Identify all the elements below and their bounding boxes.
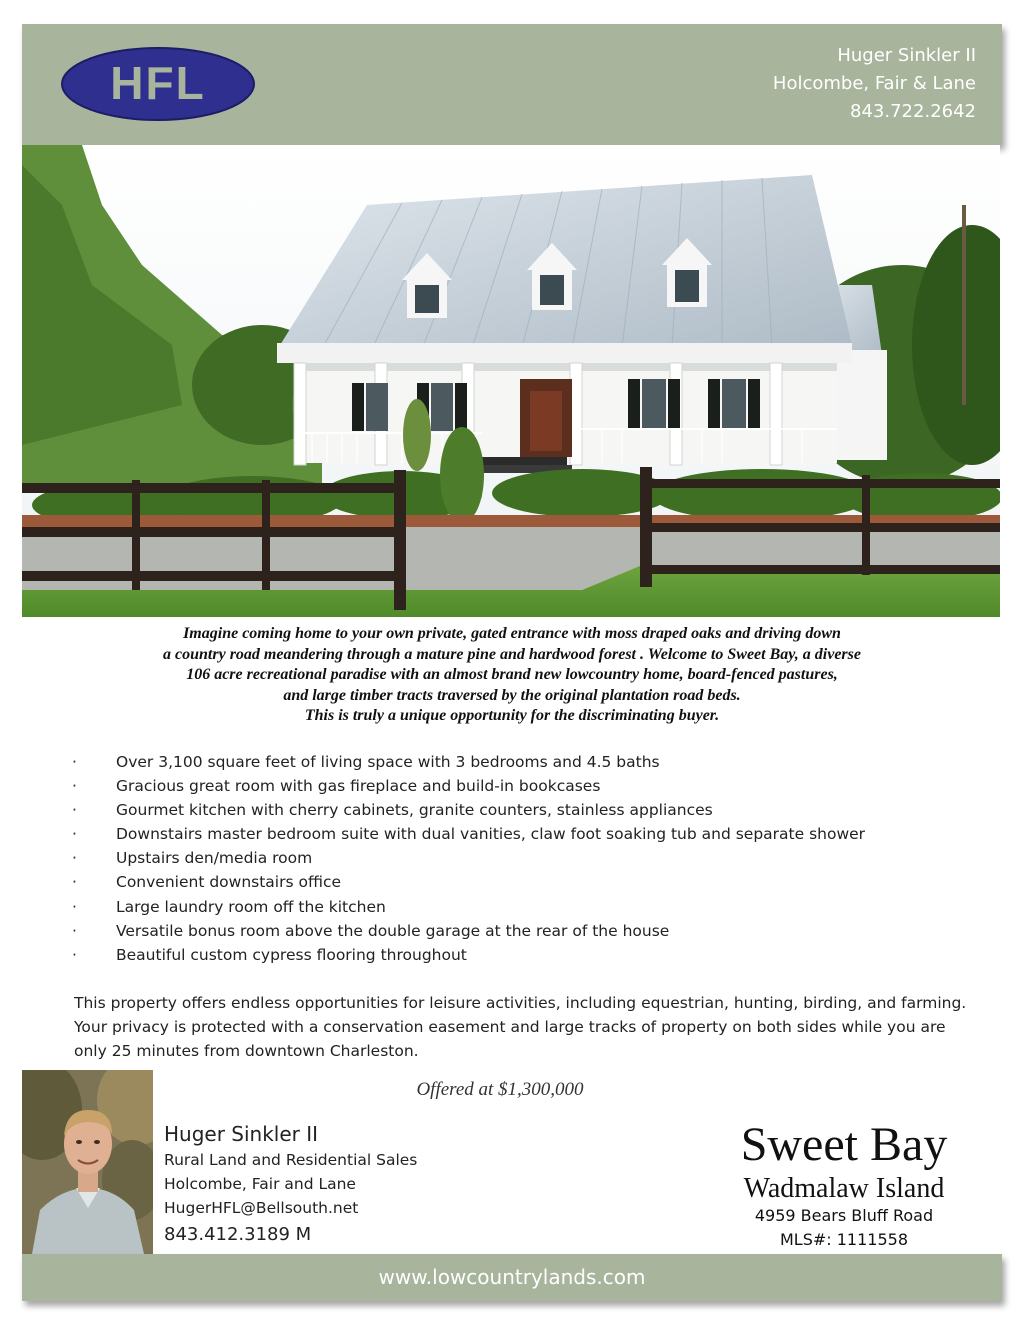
bullet-icon: · xyxy=(72,801,77,820)
bullet-icon: · xyxy=(72,849,77,868)
list-item xyxy=(72,943,865,967)
bullet-icon: · xyxy=(72,825,77,844)
header-phone[interactable]: 843.722.2642 xyxy=(850,101,976,122)
bullet-icon: · xyxy=(72,777,77,796)
intro-line: This is truly a unique opportunity for the discriminating buyer. xyxy=(304,707,720,724)
house-illustration xyxy=(22,145,1000,617)
bullet-icon: · xyxy=(72,753,77,771)
header-contact xyxy=(773,42,976,126)
list-item xyxy=(72,919,865,943)
agent-photo xyxy=(22,1070,153,1254)
list-item xyxy=(72,774,865,798)
bullet-icon: · xyxy=(72,897,77,916)
feature-text: Upstairs den/media room xyxy=(116,849,313,868)
agent-phone[interactable]: 843.412.3189 M xyxy=(164,1224,312,1245)
property-name-block xyxy=(720,1118,968,1252)
list-item xyxy=(72,895,865,919)
feature-text: Large laundry room off the kitchen xyxy=(116,897,386,916)
offer-price: Offered at $1,300,000 xyxy=(416,1079,584,1100)
list-item xyxy=(72,870,865,894)
hfl-logo xyxy=(60,44,260,124)
features-list xyxy=(72,750,865,967)
agent-company: Holcombe, Fair and Lane xyxy=(164,1175,356,1193)
intro-line: Imagine coming home to your own private, gated entrance with moss draped oaks and driving down xyxy=(183,625,841,642)
bullet-icon: · xyxy=(72,945,77,964)
intro-line: 106 acre recreational paradise with an almost brand new lowcountry home, board-fenced pastures, xyxy=(186,666,838,683)
footer-band xyxy=(22,1254,1002,1301)
agent-portrait xyxy=(22,1070,153,1254)
property-address: 4959 Bears Bluff Road xyxy=(754,1206,934,1225)
property-mls: MLS#: 1111558 xyxy=(779,1230,908,1249)
intro-line: a country road meandering through a mature pine and hardwood forest . Welcome to Sweet Bay, a diverse xyxy=(163,645,861,663)
feature-text: Beautiful custom cypress flooring throughout xyxy=(116,945,467,964)
header-band xyxy=(22,24,1002,145)
description-paragraph: This property offers endless opportunities for leisure activities, including equestrian, hunting, birding, and farming. Your privacy is protected with a conservation easement and large tracks of property on both sides while you are only 25 minutes from downtown Charleston. xyxy=(74,994,967,1060)
header-company: Holcombe, Fair & Lane xyxy=(772,73,976,94)
header-agent-name: Huger Sinkler II xyxy=(837,45,976,66)
intro-line: and large timber tracts traversed by the original plantation road beds. xyxy=(283,686,741,704)
property-title: Sweet Bay xyxy=(740,1118,948,1171)
logo-text: HFL xyxy=(110,57,206,109)
feature-text: Gracious great room with gas fireplace and build-in bookcases xyxy=(116,777,601,796)
intro-paragraph xyxy=(40,624,984,727)
list-item xyxy=(72,846,865,870)
list-item xyxy=(72,798,865,822)
feature-text: Convenient downstairs office xyxy=(116,873,342,892)
agent-title: Rural Land and Residential Sales xyxy=(164,1151,418,1169)
property-island: Wadmalaw Island xyxy=(743,1173,945,1204)
feature-text: Gourmet kitchen with cherry cabinets, granite counters, stainless appliances xyxy=(116,801,713,820)
feature-text: Versatile bonus room above the double garage at the rear of the house xyxy=(116,921,670,940)
property-photo xyxy=(22,145,1000,617)
agent-email-link[interactable]: HugerHFL@Bellsouth.net xyxy=(164,1199,359,1217)
bullet-icon: · xyxy=(72,873,77,892)
feature-text: Downstairs master bedroom suite with dual vanities, claw foot soaking tub and separate shower xyxy=(116,825,866,844)
list-item xyxy=(72,822,865,846)
website-link[interactable]: www.lowcountrylands.com xyxy=(378,1265,646,1289)
bullet-icon: · xyxy=(72,921,77,940)
feature-text: Over 3,100 square feet of living space with 3 bedrooms and 4.5 baths xyxy=(116,753,660,771)
agent-name: Huger Sinkler II xyxy=(164,1122,319,1146)
agent-contact-block xyxy=(164,1120,417,1249)
list-item xyxy=(72,750,865,774)
